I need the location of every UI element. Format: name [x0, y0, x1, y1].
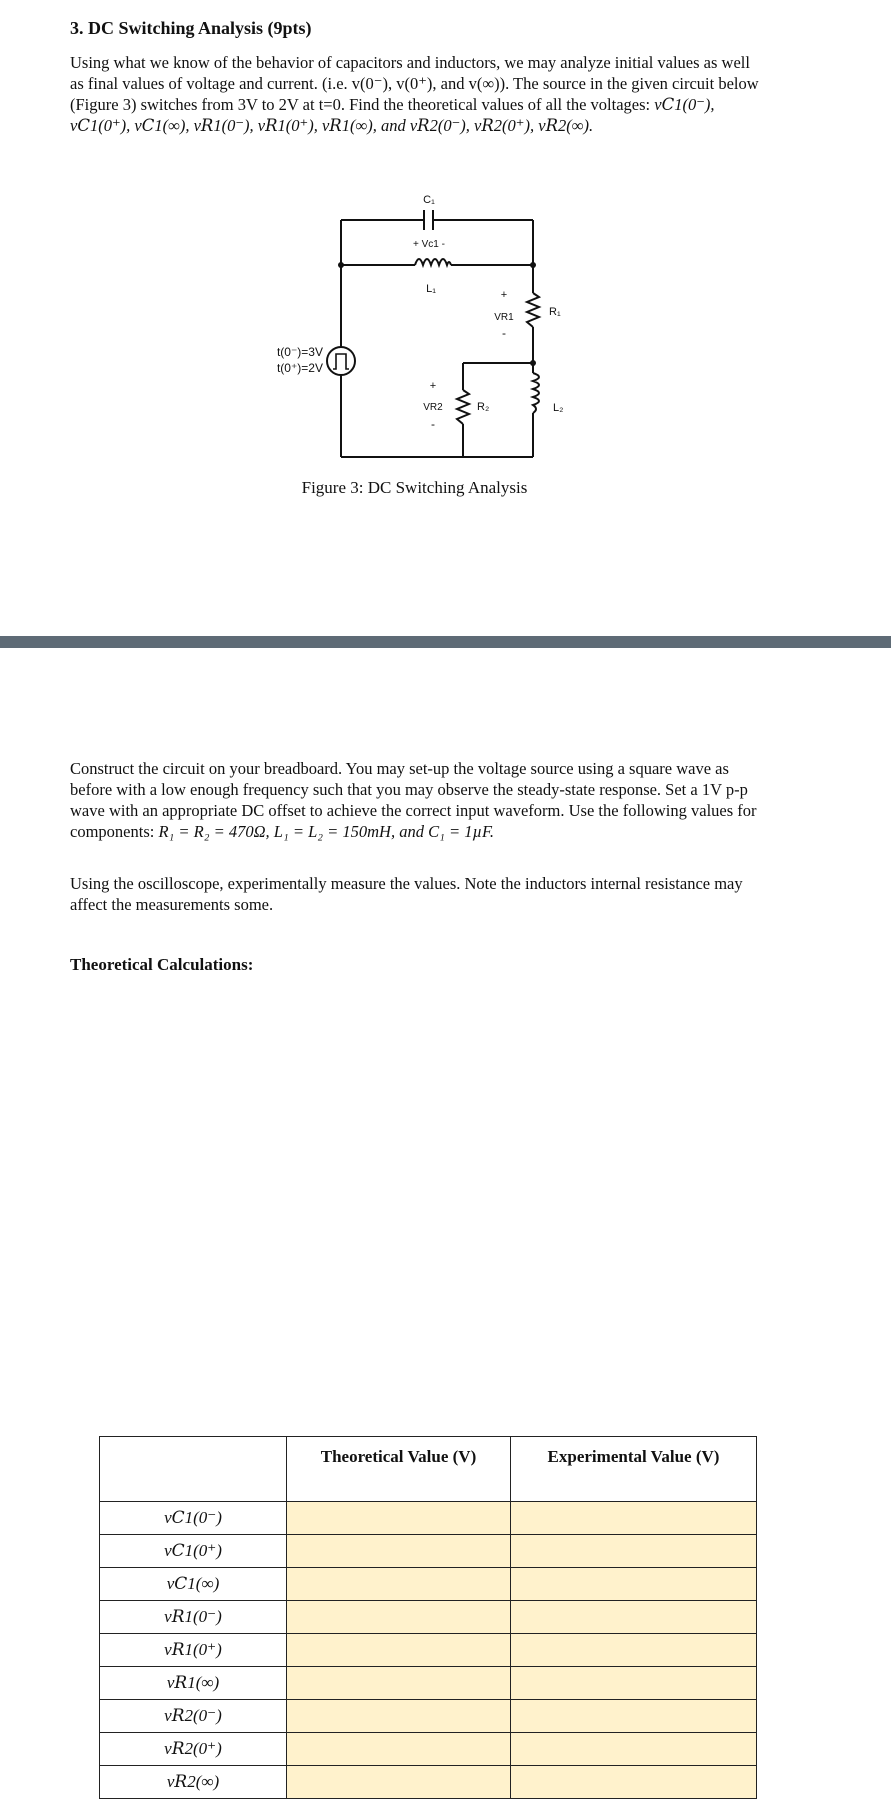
- row-label: v𝑅2(0⁻): [100, 1700, 287, 1733]
- page-divider: [0, 636, 891, 648]
- vr1-minus: -: [502, 326, 506, 340]
- theoretical-value-cell[interactable]: [287, 1700, 511, 1733]
- row-label: v𝑅1(0⁺): [100, 1634, 287, 1667]
- circuit-diagram: [255, 180, 575, 470]
- intro-text: Using what we know of the behavior of capacitors and inductors, we may analyze initial values as well as final values of voltage and current. (i.e. v(0⁻), v(0⁺), and v(∞)). The source in the given circuit below (Figure 3) switches from 3V to 2V at t=0. Find the theoretical values of all the voltages:: [70, 53, 759, 114]
- experimental-value-cell[interactable]: [511, 1601, 757, 1634]
- table-row: [100, 1634, 757, 1667]
- construct-text: Construct the circuit on your breadboard. You may set-up the voltage source using a square wave as before with a low enough frequency such that you may observe the steady-state response. Set a 1V p-p wave with an appropriate DC offset to achieve the correct input waveform. Use the following values for components:: [70, 759, 757, 841]
- row-label: v𝑅2(∞): [100, 1766, 287, 1799]
- square-wave-source-icon: [327, 347, 355, 375]
- capacitor-c1: [424, 210, 433, 230]
- r2-label: R₂: [477, 401, 490, 413]
- theoretical-heading: Theoretical Calculations:: [70, 955, 254, 974]
- table-row: [100, 1667, 757, 1700]
- row-label: v𝑅2(0⁺): [100, 1733, 287, 1766]
- table-row: [100, 1766, 757, 1799]
- row-label: v𝑅1(0⁻): [100, 1601, 287, 1634]
- header-experimental: Experimental Value (V): [511, 1437, 757, 1502]
- experimental-value-cell[interactable]: [511, 1568, 757, 1601]
- theoretical-value-cell[interactable]: [287, 1502, 511, 1535]
- experimental-value-cell[interactable]: [511, 1502, 757, 1535]
- c1-label: C₁: [423, 194, 435, 206]
- source-t0-minus: t(0⁻)=3V: [276, 345, 323, 359]
- theoretical-value-cell[interactable]: [287, 1766, 511, 1799]
- node-right-mid: [530, 360, 536, 366]
- table-row: [100, 1502, 757, 1535]
- experimental-value-cell[interactable]: [511, 1535, 757, 1568]
- measure-paragraph: Using the oscilloscope, experimentally measure the values. Note the inductors internal resistance may affect the measurements some.: [70, 874, 743, 914]
- inductor-l1: [415, 259, 451, 265]
- header-theoretical: Theoretical Value (V): [287, 1437, 511, 1502]
- vr2-plus: +: [429, 380, 437, 392]
- capacitor-value: and C₁ = 1µF.: [399, 822, 495, 841]
- table-row: [100, 1535, 757, 1568]
- r1-label: R₁: [549, 306, 561, 318]
- component-values: R₁ = R₂ = 470Ω, L₁ = L₂ = 150mH,: [158, 822, 396, 841]
- vr2-minus: -: [431, 417, 435, 431]
- table-row: [100, 1601, 757, 1634]
- construct-paragraph: [70, 758, 760, 842]
- row-label: v𝐶1(∞): [100, 1568, 287, 1601]
- resistor-r1: [527, 293, 539, 327]
- intro-variables: v𝐶1(0⁻), v𝐶1(0⁺), v𝐶1(∞), v𝑅1(0⁻), v𝑅1(0⁺), v𝑅1(∞), and v𝑅2(0⁻), v𝑅2(0⁺), v𝑅2(∞).: [70, 95, 715, 135]
- vr1-label: VR1: [494, 312, 514, 323]
- l1-label: L₁: [426, 283, 436, 295]
- experimental-value-cell[interactable]: [511, 1733, 757, 1766]
- figure-caption: Figure 3: DC Switching Analysis: [301, 478, 528, 497]
- theoretical-value-cell[interactable]: [287, 1535, 511, 1568]
- results-table: [99, 1436, 757, 1799]
- vc1-label: + Vc1 -: [413, 239, 445, 250]
- theoretical-value-cell[interactable]: [287, 1568, 511, 1601]
- source-t0-plus: t(0⁺)=2V: [276, 361, 323, 375]
- inductor-l2: [533, 373, 539, 413]
- table-row: [100, 1733, 757, 1766]
- theoretical-value-cell[interactable]: [287, 1634, 511, 1667]
- row-label: v𝐶1(0⁺): [100, 1535, 287, 1568]
- experimental-value-cell[interactable]: [511, 1700, 757, 1733]
- table-row: [100, 1568, 757, 1601]
- row-label: v𝐶1(0⁻): [100, 1502, 287, 1535]
- resistor-r2: [457, 390, 469, 424]
- theoretical-value-cell[interactable]: [287, 1733, 511, 1766]
- intro-paragraph: [70, 52, 760, 136]
- vr1-plus: +: [500, 289, 508, 301]
- theoretical-value-cell[interactable]: [287, 1601, 511, 1634]
- experimental-value-cell[interactable]: [511, 1667, 757, 1700]
- l2-label: L₂: [553, 402, 564, 414]
- section-title: 3. DC Switching Analysis (9pts): [70, 18, 312, 38]
- node-right-top: [530, 262, 536, 268]
- experimental-value-cell[interactable]: [511, 1766, 757, 1799]
- vr2-label: VR2: [423, 402, 443, 413]
- row-label: v𝑅1(∞): [100, 1667, 287, 1700]
- theoretical-value-cell[interactable]: [287, 1667, 511, 1700]
- node-left: [338, 262, 344, 268]
- table-row: [100, 1700, 757, 1733]
- header-blank: [100, 1437, 287, 1502]
- experimental-value-cell[interactable]: [511, 1634, 757, 1667]
